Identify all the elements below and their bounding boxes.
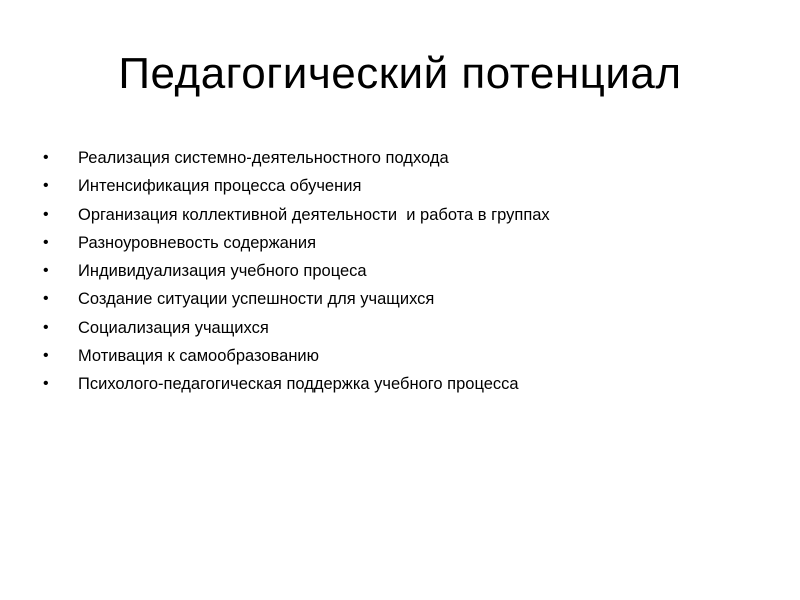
bullet-icon: • — [43, 290, 49, 308]
list-item-text: Интенсификация процесса обучения — [78, 177, 362, 196]
list-item-text: Мотивация к самообразованию — [78, 347, 320, 366]
list-item-text: Социализация учащихся — [78, 318, 269, 337]
list-item-text: Организация коллективной деятельности и работа в группах — [78, 205, 550, 224]
list-item-text: Разноуровневость содержания — [78, 233, 317, 252]
list-item — [40, 373, 760, 401]
bullet-icon: • — [43, 177, 49, 195]
slide-title: Педагогический потенциал — [118, 49, 682, 98]
bullet-icon: • — [43, 375, 49, 393]
list-item — [40, 147, 760, 175]
bullet-icon: • — [43, 149, 49, 166]
list-item — [40, 232, 760, 260]
bullet-icon: • — [43, 205, 49, 223]
list-item — [40, 204, 760, 232]
bullet-icon: • — [43, 347, 49, 365]
bullet-list — [40, 147, 760, 402]
list-item-text: Индивидуализация учебного процеса — [78, 262, 367, 281]
list-item-text: Психолого-педагогическая поддержка учебного процесса — [78, 375, 519, 394]
list-item — [40, 317, 760, 345]
list-item — [40, 288, 760, 316]
bullet-icon: • — [43, 262, 49, 280]
bullet-icon: • — [43, 233, 49, 251]
list-item-text: Реализация системно-деятельностного подхода — [78, 149, 449, 167]
bullet-icon: • — [43, 318, 49, 336]
list-item — [40, 260, 760, 288]
list-item — [40, 345, 760, 373]
list-item — [40, 175, 760, 203]
list-item-text: Создание ситуации успешности для учащихся — [78, 290, 435, 309]
